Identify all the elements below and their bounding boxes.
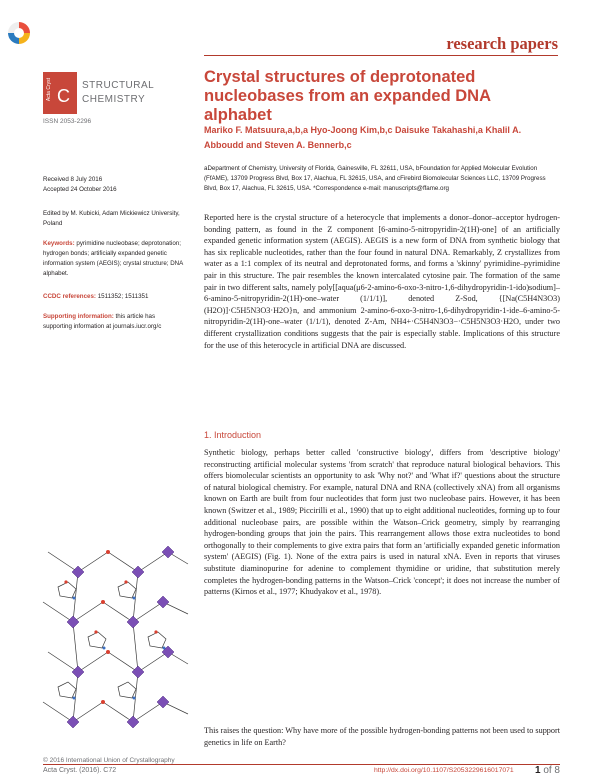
doi-link[interactable]: http://dx.doi.org/10.1107/S2053229616017071 [374, 767, 514, 774]
ccdc-label: CCDC references: [43, 293, 96, 300]
journal-side-text: Acta Cryst [46, 78, 52, 102]
page-current: 1 [534, 765, 541, 776]
intro-paragraph-1: Synthetic biology, perhaps better called 'constructive biology', differs from 'descriptive biology' reconstructing artificial molecular systems 'from scratch' that reproduce natural biological behaviors. This offers biomolecular scientists an opportunity to ask 'Why not?' and 'What if?' questions about the structure of natural biological chemistry. For example, natural DNA and RNA (collectively xNA) from all organisms known on Earth are built from four nucleotides that form just two nucleobase pairs. However, it has been known (Switzer et al., 1989; Piccirilli et al., 1990) that up to eight additional nucleotides, forming up to four additional nucleobase pairs, are possible within the Watson–Crick geometry, simply by rearranging hydrogen-bonding groups that join the pairs. This rearrangement allows those extra nucleotides to bond orthogonally to their complements to give extra pairs that form an 'artificially expanded genetic information system' (AEGIS) (Fig. 1). None of the extra pairs is used in natural xNA. Even in reports that viruses substitute diaminopurine for adenine to complement thymidine or uridine, that substitution merely completes the hydrogen-bonding patterns in the Watson–Crick 'concept'; it does not increase the number of patterns (Kirnos et al., 1977; Khudyakov et al., 1978). [204, 448, 560, 597]
supporting-text: this article has supporting information at journals.iucr.org/c [43, 313, 162, 330]
crystal-structure-figure [38, 492, 194, 750]
editor-note: Edited by M. Kubicki, Adam Mickiewicz University, Poland [43, 210, 180, 227]
page-total: of 8 [543, 765, 560, 776]
page-number [535, 765, 560, 776]
footer-divider [43, 764, 560, 765]
citation: Acta Cryst. (2016). C72 [43, 767, 117, 774]
section-label: research papers [446, 34, 558, 53]
keywords [43, 239, 185, 279]
journal-letter: C [57, 86, 70, 106]
journal-name-line2: CHEMISTRY [82, 94, 146, 105]
journal-logo [43, 72, 77, 114]
supporting-info [43, 312, 185, 332]
ccdc-text: 1511352; 1511351 [97, 293, 149, 300]
journal-name-line1: STRUCTURAL [82, 80, 155, 91]
keywords-label: Keywords: [43, 240, 75, 247]
keywords-text: pyrimidine nucleobase; deprotonation; hydrogen bonds; artificially expanded genetic information system (AEGIS); crystal structure; DNA alphabet. [43, 240, 183, 277]
abstract: Reported here is the crystal structure of a heterocycle that implements a donor–donor–acceptor hydrogen-bonding pattern, as found in the Z component [6-amino-5-nitropyridin-2(1H)-one] of an artificially expanded genetic information system (AEGIS). AEGIS is a new form of DNA from synthetic biology that has six replicable nucleotides, rather than the four found in natural DNA. Remarkably, Z crystallizes from water as a 1:1 complex of its neutral and deprotonated forms, and forms a 'skinny' pyrimidine–pyrimidine pair in this structure. The pair resembles the known intercalated cytosine pair. The formation of the same pair in two different salts, namely poly[[aqua(μ6-2-amino-6-oxo-3-nitro-1,6-dihydropyridin-1-ido)sodium]–6-amino-5-nitropyridin-2(1H)-one–water (1/1/1)], denoted Z-Sod, {[Na(C5H4N3O3)(H2O)]·C5H5N3O3·H2O}n, and ammonium 2-amino-6-oxo-3-nitro-1,6-dihydropyridin-1-ide–6-amino-5-nitropyridin-2(1H)-one–water (1/1/1), denoted Z-Am, NH4+·C5H4N3O3−·C5H5N3O3·H2O, under two different crystallization conditions suggests that the pair is especially stable. Implications of this structure for the use of this heterocycle in artificial DNA are discussed. [204, 213, 560, 350]
ccdc-references [43, 292, 185, 302]
publisher-logo-icon [8, 22, 30, 44]
article-title: Crystal structures of deprotonated nucleobases from an expanded DNA alphabet [204, 68, 491, 124]
intro-paragraph-2: This raises the question: Why have more of the possible hydrogen-bonding patterns not been used to support genetics in life on Earth? [204, 726, 560, 747]
author-list: Mariko F. Matsuura,a,b,a Hyo-Joong Kim,b,c Daisuke Takahashi,a Khalil A. Abboudd and Steven A. Bennerb,c [204, 125, 522, 150]
received-date: Received 8 July 2016 [43, 176, 103, 183]
section-heading: 1. Introduction [204, 430, 262, 440]
header-divider [204, 55, 558, 56]
copyright: © 2016 International Union of Crystallography [43, 757, 175, 764]
supporting-label: Supporting information: [43, 313, 114, 320]
affiliations: aDepartment of Chemistry, University of Florida, Gainesville, FL 32611, USA, bFoundation for Applied Molecular Evolution (FfAME), 13709 Progress Blvd, Box 17, Alachua, FL 32615, USA, and cFirebird Biomolecular Sciences LLC, 13709 Progress Blvd, Box 17, Alachua, FL 32615, USA. *Correspondence e-mail: manuscripts@ffame.org [204, 165, 546, 192]
accepted-date: Accepted 24 October 2016 [43, 186, 117, 193]
issn: ISSN 2053-2296 [43, 118, 92, 125]
